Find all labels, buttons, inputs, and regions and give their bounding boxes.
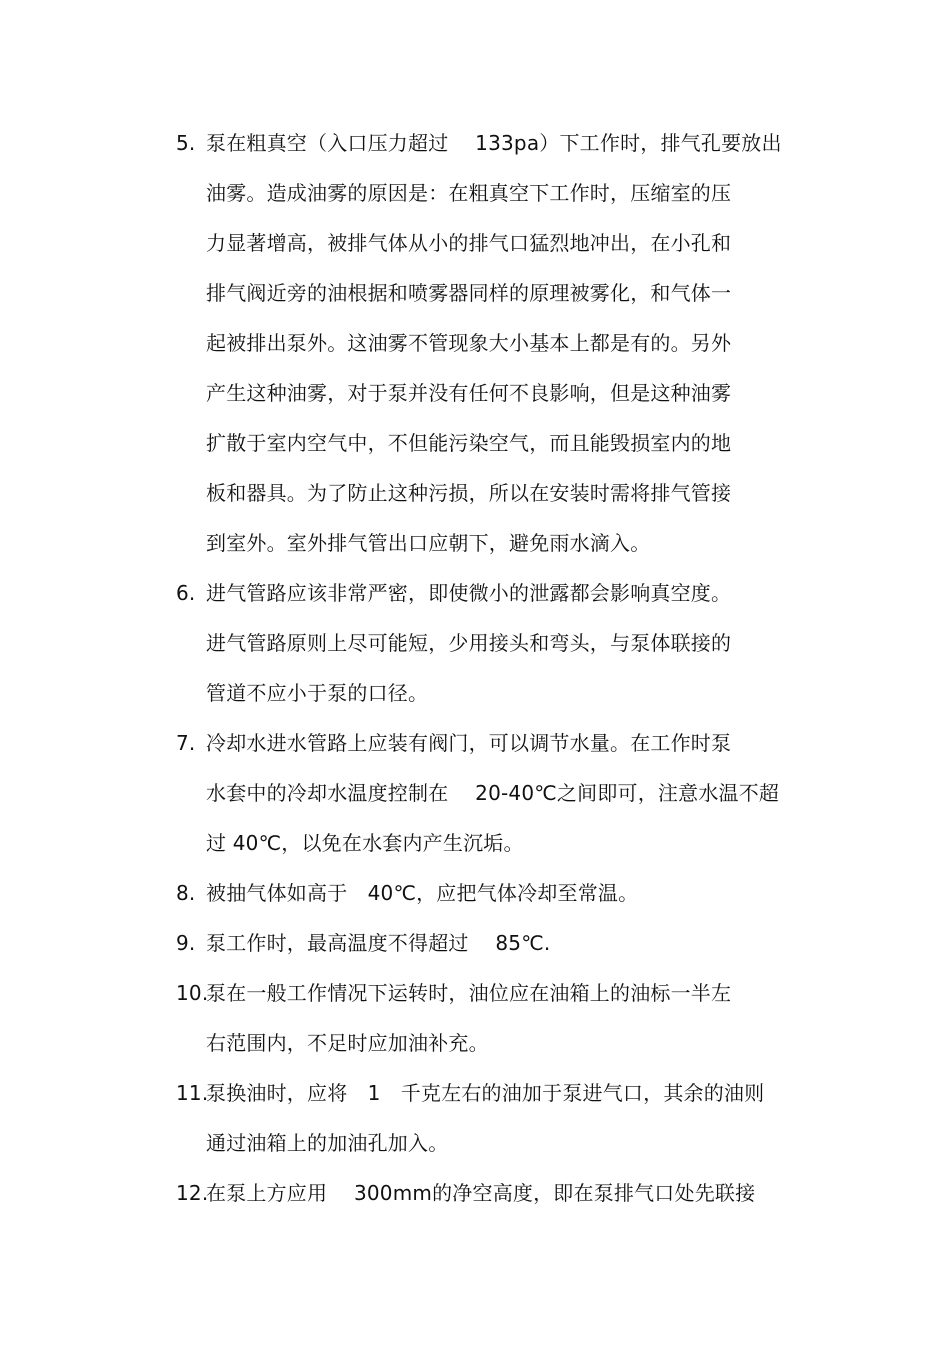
text-line: 泵在粗真空（入口压力超过 133pa）下工作时，排气孔要放出 [206,131,782,155]
text-line: 泵在一般工作情况下运转时，油位应在油箱上的油标一半左 [206,981,732,1005]
text-line: 进气管路应该非常严密，即使微小的泄露都会影响真空度。 [206,581,732,605]
text-line: 冷却水进水管路上应装有阀门，可以调节水量。在工作时泵 [206,731,732,755]
text-line: 排气阀近旁的油根据和喷雾器同样的原理被雾化，和气体一 [206,281,732,305]
text-line: 起被排出泵外。这油雾不管现象大小基本上都是有的。另外 [206,331,732,355]
text-line: 被抽气体如高于 40℃，应把气体冷却至常温。 [206,881,639,905]
text-line: 在泵上方应用 300mm的净空高度，即在泵排气口处先联接 [206,1181,756,1205]
text-line: 右范围内，不足时应加油补充。 [206,1031,489,1055]
text-line: 产生这种油雾，对于泵并没有任何不良影响，但是这种油雾 [206,381,732,405]
text-line: 管道不应小于泵的口径。 [206,681,429,705]
text-line: 进气管路原则上尽可能短，少用接头和弯头，与泵体联接的 [206,631,732,655]
item-number: 12. [176,1181,209,1205]
text-line: 到室外。室外排气管出口应朝下，避免雨水滴入。 [206,531,651,555]
item-number: 8. [176,881,196,905]
text-line: 泵换油时，应将 1 千克左右的油加于泵进气口，其余的油则 [206,1081,765,1105]
item-number: 9. [176,931,196,955]
text-line: 通过油箱上的加油孔加入。 [206,1131,449,1155]
item-number: 5. [176,131,196,155]
text-line: 扩散于室内空气中，不但能污染空气，而且能毁损室内的地 [206,431,732,455]
text-line: 力显著增高，被排气体从小的排气口猛烈地冲出，在小孔和 [206,231,732,255]
item-number: 7. [176,731,196,755]
text-line: 泵工作时，最高温度不得超过 85℃. [206,931,551,955]
text-line: 水套中的冷却水温度控制在 20-40℃之间即可，注意水温不超 [206,781,780,805]
text-line: 板和器具。为了防止这种污损，所以在安装时需将排气管接 [206,481,732,505]
text-line: 油雾。造成油雾的原因是：在粗真空下工作时，压缩室的压 [206,181,732,205]
item-number: 11. [176,1081,209,1105]
text-line: 过 40℃，以免在水套内产生沉垢。 [206,831,524,855]
item-number: 10. [176,981,209,1005]
item-number: 6. [176,581,196,605]
